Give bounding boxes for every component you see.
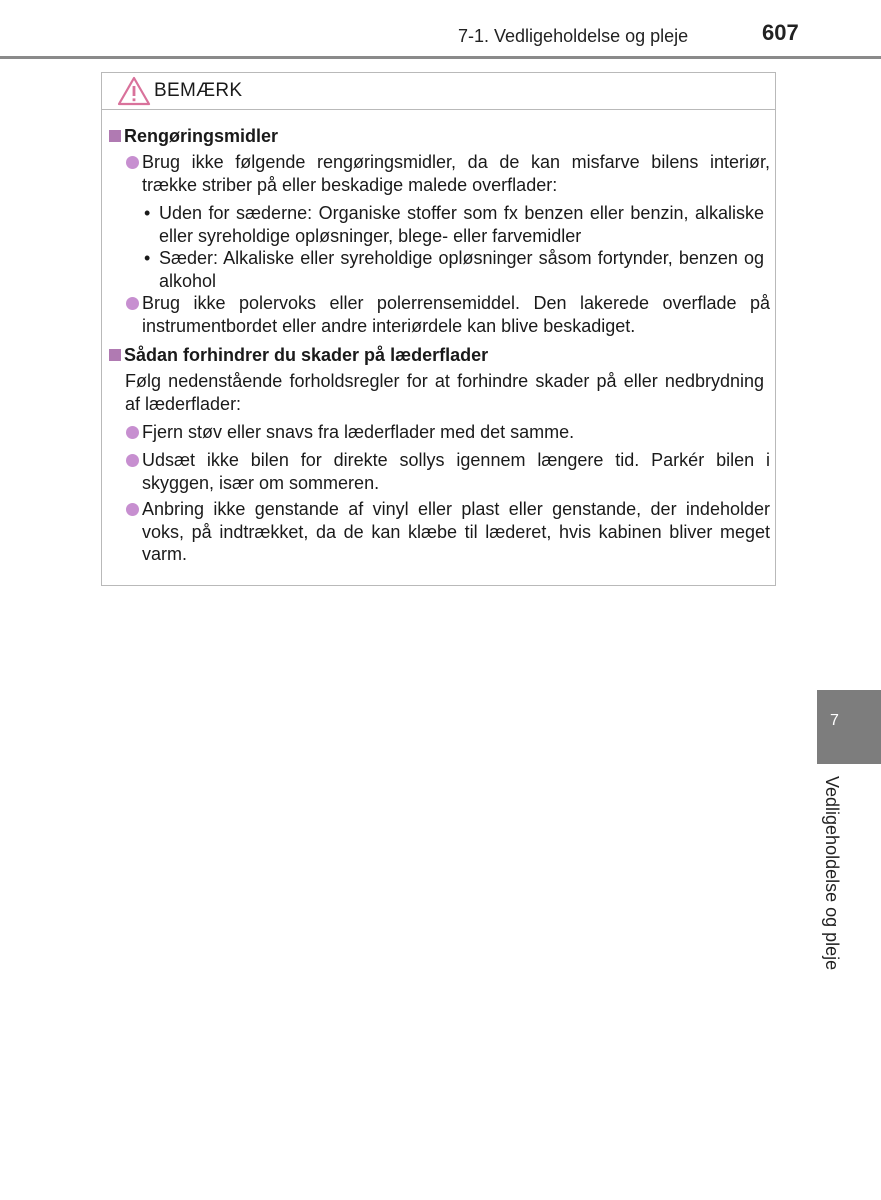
- section-heading-text: Sådan forhindrer du skader på læderflader: [124, 345, 489, 365]
- sub-list-item: [144, 202, 764, 247]
- section-title: 7-1. Vedligeholdelse og pleje: [458, 26, 689, 46]
- sub-bullet-icon: •: [144, 248, 151, 268]
- list-item: [126, 151, 770, 196]
- page-number: 607: [762, 20, 799, 45]
- section-heading-text: Rengøringsmidler: [124, 126, 279, 146]
- sub-list-item-text: Uden for sæderne: Organiske stoffer som fx benzen eller benzin, alkaliske eller syreholdige opløsninger, blege- eller farvemidler: [159, 203, 764, 246]
- bullet-dot-icon: [126, 503, 139, 516]
- bullet-dot-icon: [126, 426, 139, 439]
- sub-bullet-icon: •: [144, 203, 151, 223]
- note-label: BEMÆRK: [154, 80, 243, 101]
- list-item: [126, 292, 770, 337]
- list-item: [126, 498, 770, 566]
- list-item-text: Brug ikke polervoks eller polerrensemiddel. Den lakerede overflade på instrumentbordet eller andre interiørdele kan blive beskadiget.: [142, 293, 770, 336]
- section-heading-leather: [109, 344, 488, 367]
- sub-list-item-text: Sæder: Alkaliske eller syreholdige opløsninger såsom fortynder, benzen og alkohol: [159, 248, 764, 291]
- note-box: [101, 72, 776, 586]
- heading-square-icon: [109, 130, 121, 142]
- chapter-number: 7: [830, 712, 839, 729]
- header-divider: [0, 56, 881, 59]
- bullet-dot-icon: [126, 454, 139, 467]
- section-intro: Følg nedenstående forholdsregler for at forhindre skader på eller nedbrydning af læderflader:: [125, 371, 764, 414]
- list-item-text: Anbring ikke genstande af vinyl eller plast eller genstande, der indeholder voks, på indtrækket, da de kan klæbe til læderet, hvis kabinen bliver meget varm.: [142, 499, 770, 564]
- warning-triangle-icon: [117, 76, 151, 106]
- note-header: [102, 73, 775, 110]
- list-item-text: Udsæt ikke bilen for direkte sollys igennem længere tid. Parkér bilen i skyggen, især om sommeren.: [142, 450, 770, 493]
- heading-square-icon: [109, 349, 121, 361]
- bullet-dot-icon: [126, 156, 139, 169]
- sub-list-item: [144, 247, 764, 292]
- list-item-text: Fjern støv eller snavs fra læderflader med det samme.: [142, 422, 575, 442]
- chapter-tab: [817, 690, 881, 764]
- list-item-text: Brug ikke følgende rengøringsmidler, da de kan misfarve bilens interiør, trække striber på eller beskadige malede overflader:: [142, 152, 770, 195]
- section-heading-cleaning-agents: [109, 125, 278, 148]
- list-item: [126, 449, 770, 494]
- bullet-dot-icon: [126, 297, 139, 310]
- chapter-label: Vedligeholdelse og pleje: [822, 776, 842, 971]
- list-item: [126, 421, 770, 444]
